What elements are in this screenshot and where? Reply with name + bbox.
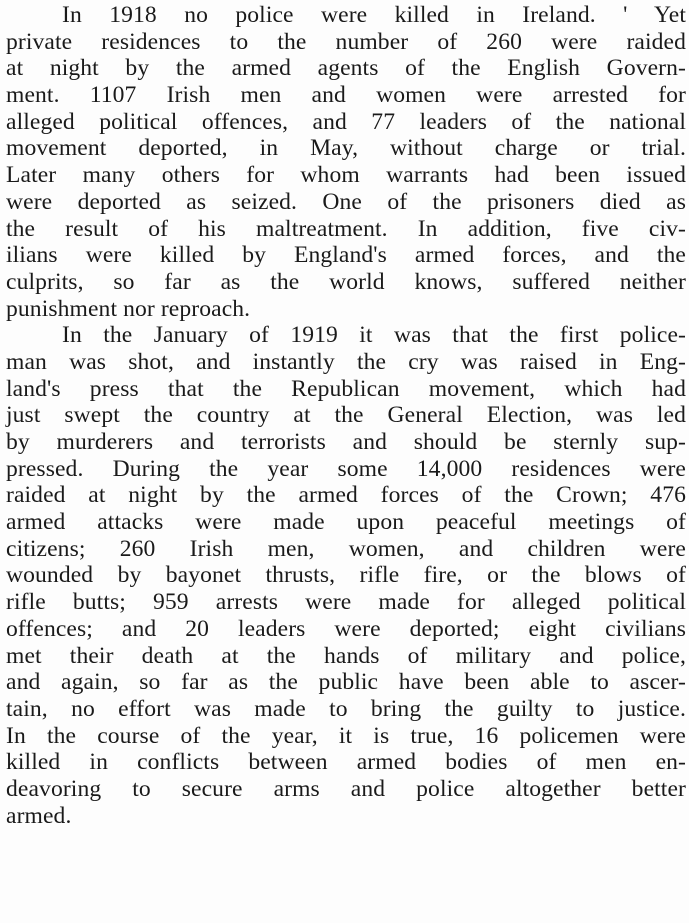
text-line: armed attacks were made upon peaceful meetings of [6,509,686,536]
text-line: at night by the armed agents of the English Govern- [6,55,686,82]
text-line: rifle butts; 959 arrests were made for alleged political [6,589,686,616]
paragraph-2 [6,322,686,829]
text-line: armed. [6,802,72,829]
text-line: offences; and 20 leaders were deported; eight civilians [6,615,686,642]
text-line: In 1918 no police were killed in Ireland. ' Yet [62,2,686,28]
text-line: wounded by bayonet thrusts, rifle fire, or the blows of [6,562,686,589]
text-line: pressed. During the year some 14,000 residences were [6,455,686,482]
paragraph-1 [6,2,686,322]
text-line: were deported as seized. One of the prisoners died as [6,188,686,215]
text-line: In the January of 1919 it was that the first police- [62,322,686,349]
text-line: land's press that the Republican movement, which had [6,375,686,402]
text-line: met their death at the hands of military and police, [6,642,686,669]
text-line: the result of his maltreatment. In addition, five civ- [6,215,686,242]
text-line: citizens; 260 Irish men, women, and children were [6,535,686,562]
text-line: In the course of the year, it is true, 16 policemen were [6,722,686,749]
text-line: just swept the country at the General Election, was led [6,402,686,429]
text-line: deavoring to secure arms and police altogether better [6,775,686,802]
text-line: raided at night by the armed forces of the Crown; 476 [6,482,686,509]
text-line: punishment nor reproach. [6,295,251,322]
text-line: Later many others for whom warrants had been issued [6,162,686,189]
text-line: man was shot, and instantly the cry was raised in Eng- [6,348,686,375]
text-line: and again, so far as the public have been able to ascer- [6,669,686,696]
text-line: culprits, so far as the world knows, suffered neither [6,268,686,295]
text-line: by murderers and terrorists and should be sternly sup- [6,429,686,455]
body-text [6,2,686,829]
text-line: movement deported, in May, without charge or trial. [6,135,686,162]
text-line: ilians were killed by England's armed forces, and the [6,242,686,269]
text-line: tain, no effort was made to bring the guilty to justice. [6,695,686,722]
text-line: alleged political offences, and 77 leaders of the national [6,108,686,135]
text-line: killed in conflicts between armed bodies of men en- [6,749,686,776]
text-line: private residences to the number of 260 were raided [6,28,686,55]
text-line: ment. 1107 Irish men and women were arrested for [6,82,686,109]
